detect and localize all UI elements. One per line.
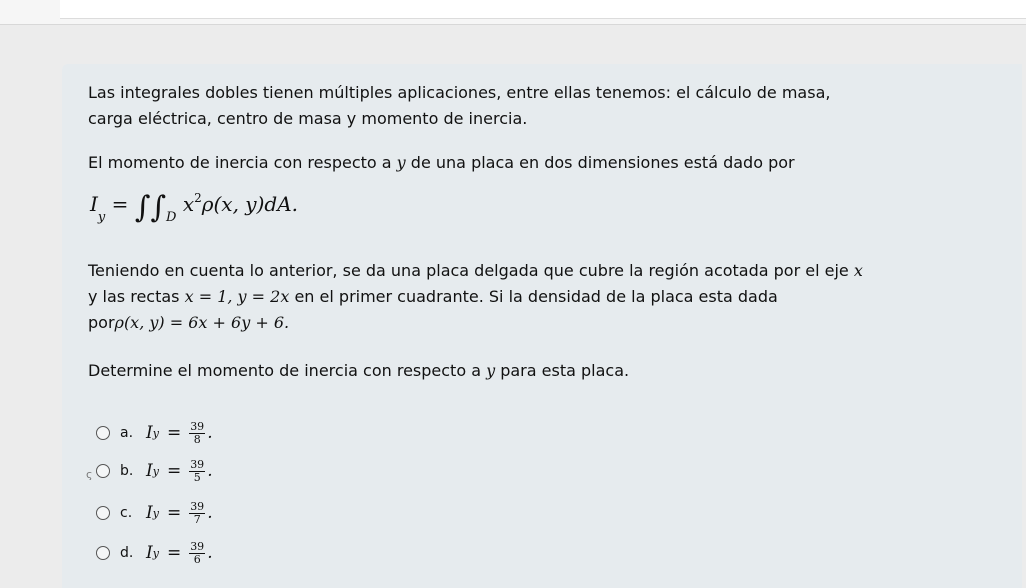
problem-line-2 (88, 286, 778, 308)
formula-integrand-power: 2 (194, 191, 202, 205)
option-formula (146, 459, 213, 484)
fraction-denominator: 6 (193, 552, 201, 566)
option-lhs: I (146, 461, 153, 481)
fraction-denominator: 7 (193, 512, 201, 526)
option-end: . (207, 543, 213, 563)
option-fraction (189, 541, 205, 566)
definition-var: y (396, 153, 406, 172)
fraction-numerator: 39 (190, 539, 205, 553)
question-prefix: Determine el momento de inercia con respecto a (88, 361, 487, 380)
problem-line-1-text: Teniendo en cuenta lo anterior, se da una placa delgada que cubre la región acotada por el eje (88, 261, 854, 280)
option-lhs-sub: y (152, 464, 159, 478)
problem-line-3-prefix: por (88, 313, 115, 332)
problem-line-2-math: x = 1, y = 2x (184, 287, 290, 306)
option-letter: a. (120, 425, 134, 441)
option-letter: d. (120, 545, 134, 561)
option-lhs-sub: y (152, 546, 159, 560)
option-lhs: I (146, 543, 153, 563)
radio-button-a[interactable] (96, 426, 110, 440)
fraction-numerator: 39 (190, 457, 205, 471)
option-lhs: I (146, 423, 153, 443)
problem-line-2-prefix: y las rectas (88, 287, 185, 306)
option-equals: = (166, 461, 182, 481)
option-b[interactable] (96, 456, 213, 486)
inertia-formula (90, 190, 298, 240)
formula-integrand-rest: ρ(x, y)dA. (201, 192, 298, 216)
option-fraction (189, 501, 205, 526)
double-integral-symbol: ∫∫ (134, 190, 167, 225)
definition-text (88, 152, 795, 174)
fraction-numerator: 39 (190, 419, 205, 433)
option-equals: = (166, 423, 182, 443)
option-letter: b. (120, 463, 134, 479)
option-formula (146, 541, 213, 566)
density-formula: ρ(x, y) = 6x + 6y + 6. (114, 313, 290, 332)
radio-button-c[interactable] (96, 506, 110, 520)
intro-line-1: Las integrales dobles tienen múltiples aplicaciones, entre ellas tenemos: el cálculo de masa, (88, 83, 831, 102)
formula-domain: D (166, 210, 177, 225)
option-equals: = (166, 543, 182, 563)
option-formula (146, 501, 213, 526)
top-strip (60, 0, 1026, 19)
definition-suffix: de una placa en dos dimensiones está dado por (405, 153, 795, 172)
formula-equals: = (105, 192, 135, 216)
intro-line-2: carga eléctrica, centro de masa y momento de inercia. (88, 109, 528, 128)
problem-line-3 (88, 312, 289, 334)
question-suffix: para esta placa. (495, 361, 630, 380)
option-c[interactable] (96, 498, 213, 528)
option-formula (146, 421, 213, 446)
option-d[interactable] (96, 538, 213, 568)
radio-button-d[interactable] (96, 546, 110, 560)
problem-line-1 (88, 260, 863, 282)
option-fraction (189, 459, 205, 484)
option-end: . (207, 423, 213, 443)
fraction-numerator: 39 (190, 499, 205, 513)
browser-top-bar (0, 0, 1026, 25)
definition-prefix: El momento de inercia con respecto a (88, 153, 397, 172)
question-var: y (486, 361, 496, 380)
option-end: . (207, 461, 213, 481)
question-text (88, 360, 629, 382)
problem-line-2-suffix: en el primer cuadrante. Si la densidad de la placa esta dada (289, 287, 778, 306)
fraction-denominator: 5 (193, 470, 201, 484)
option-lhs-sub: y (152, 426, 159, 440)
option-end: . (207, 503, 213, 523)
problem-line-1-var: x (853, 261, 863, 280)
option-fraction (189, 421, 205, 446)
handwritten-mark: ς (86, 468, 93, 481)
option-equals: = (166, 503, 182, 523)
formula-lhs: I (90, 192, 98, 216)
formula-integrand-x: x (182, 192, 195, 216)
option-lhs: I (146, 503, 153, 523)
fraction-denominator: 8 (193, 432, 201, 446)
option-lhs-sub: y (152, 506, 159, 520)
radio-button-b[interactable] (96, 464, 110, 478)
option-letter: c. (120, 505, 133, 521)
option-a[interactable] (96, 418, 213, 448)
formula-lhs-sub: y (97, 210, 106, 225)
